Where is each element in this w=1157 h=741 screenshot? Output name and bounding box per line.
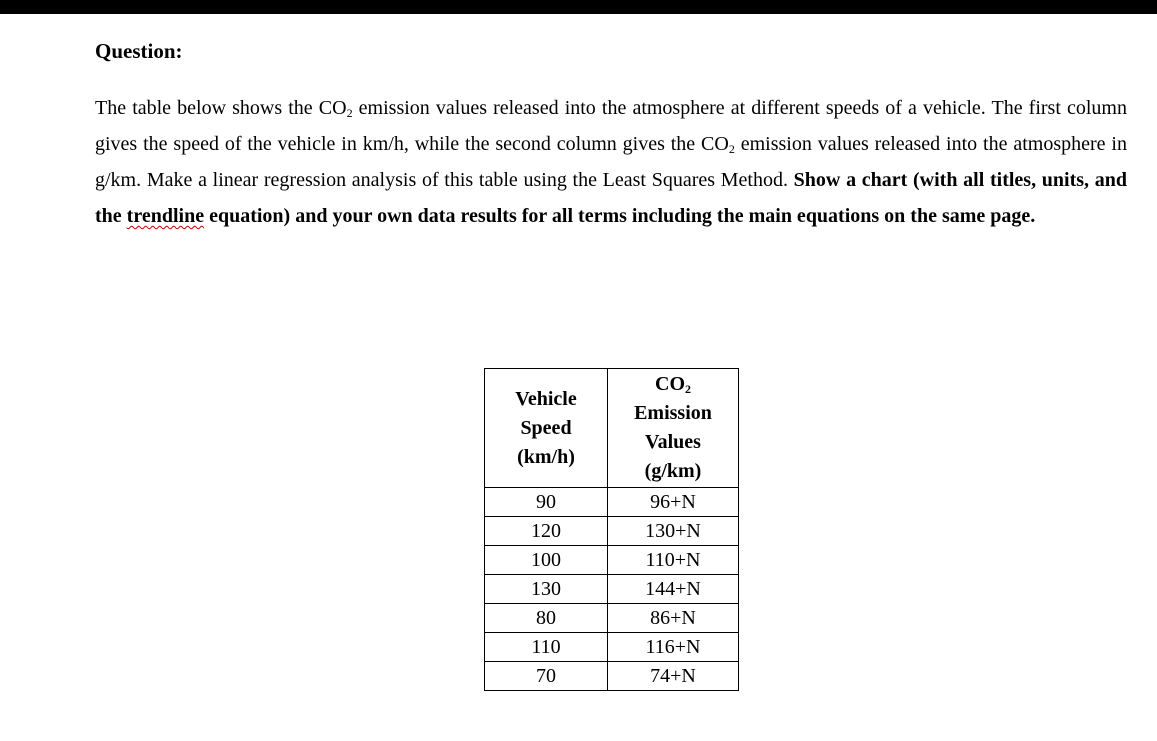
data-table: [484, 368, 739, 691]
cell-co2: 116+N: [608, 633, 739, 662]
header-co2-line-4: (g/km): [644, 460, 702, 482]
header-co2-line-3: Values: [645, 431, 701, 453]
cell-co2: 86+N: [608, 604, 739, 633]
header-co2-subscript: 2: [685, 382, 691, 396]
header-speed-line-1: Vehicle: [515, 387, 577, 410]
paragraph-text-1: The table below shows the CO: [95, 97, 347, 119]
cell-speed: 80: [485, 604, 608, 633]
question-paragraph: [95, 90, 1127, 234]
cell-speed: 130: [485, 575, 608, 604]
cell-co2: 144+N: [608, 575, 739, 604]
table-row: [485, 633, 739, 662]
header-co2-line-2: Emission: [634, 402, 712, 424]
subscript-2: 2: [346, 106, 353, 120]
header-co2-text: CO: [655, 373, 685, 395]
table-row: [485, 517, 739, 546]
cell-co2: 74+N: [608, 662, 739, 691]
paragraph-text-3: emission values released into the atmosphere in g/km. Make a linear regression analysis of this table using the Least Squares Method.: [95, 133, 1127, 191]
header-speed-line-2: Speed: [520, 416, 572, 439]
top-black-bar: [0, 0, 1157, 14]
table-row: [485, 575, 739, 604]
header-vehicle-speed: [485, 369, 608, 488]
header-co2-emission: [608, 369, 739, 488]
cell-co2: 96+N: [608, 488, 739, 517]
header-speed-line-3: (km/h): [517, 445, 575, 468]
paragraph-text-2: emission values released into the atmosphere at different speeds of a vehicle. The first column gives the speed of the vehicle in km/h, while the second column gives the CO: [95, 97, 1127, 155]
question-heading: Question:: [95, 39, 183, 63]
subscript-2: 2: [728, 142, 735, 156]
table-header-row: [485, 369, 739, 488]
table-row: [485, 546, 739, 575]
bold-instruction-2: equation) and your own data results for all terms including the main equations on the same page.: [204, 205, 1036, 227]
cell-speed: 100: [485, 546, 608, 575]
table-row: [485, 488, 739, 517]
spellcheck-underlined-word: trendline: [126, 205, 205, 227]
table-row: [485, 662, 739, 691]
cell-speed: 90: [485, 488, 608, 517]
cell-speed: 70: [485, 662, 608, 691]
bold-instruction-1: Show a chart (with all titles, units, and the: [95, 169, 1128, 227]
cell-co2: 110+N: [608, 546, 739, 575]
table-row: [485, 604, 739, 633]
cell-speed: 120: [485, 517, 608, 546]
header-co2-line-1: [608, 370, 738, 399]
cell-co2: 130+N: [608, 517, 739, 546]
cell-speed: 110: [485, 633, 608, 662]
